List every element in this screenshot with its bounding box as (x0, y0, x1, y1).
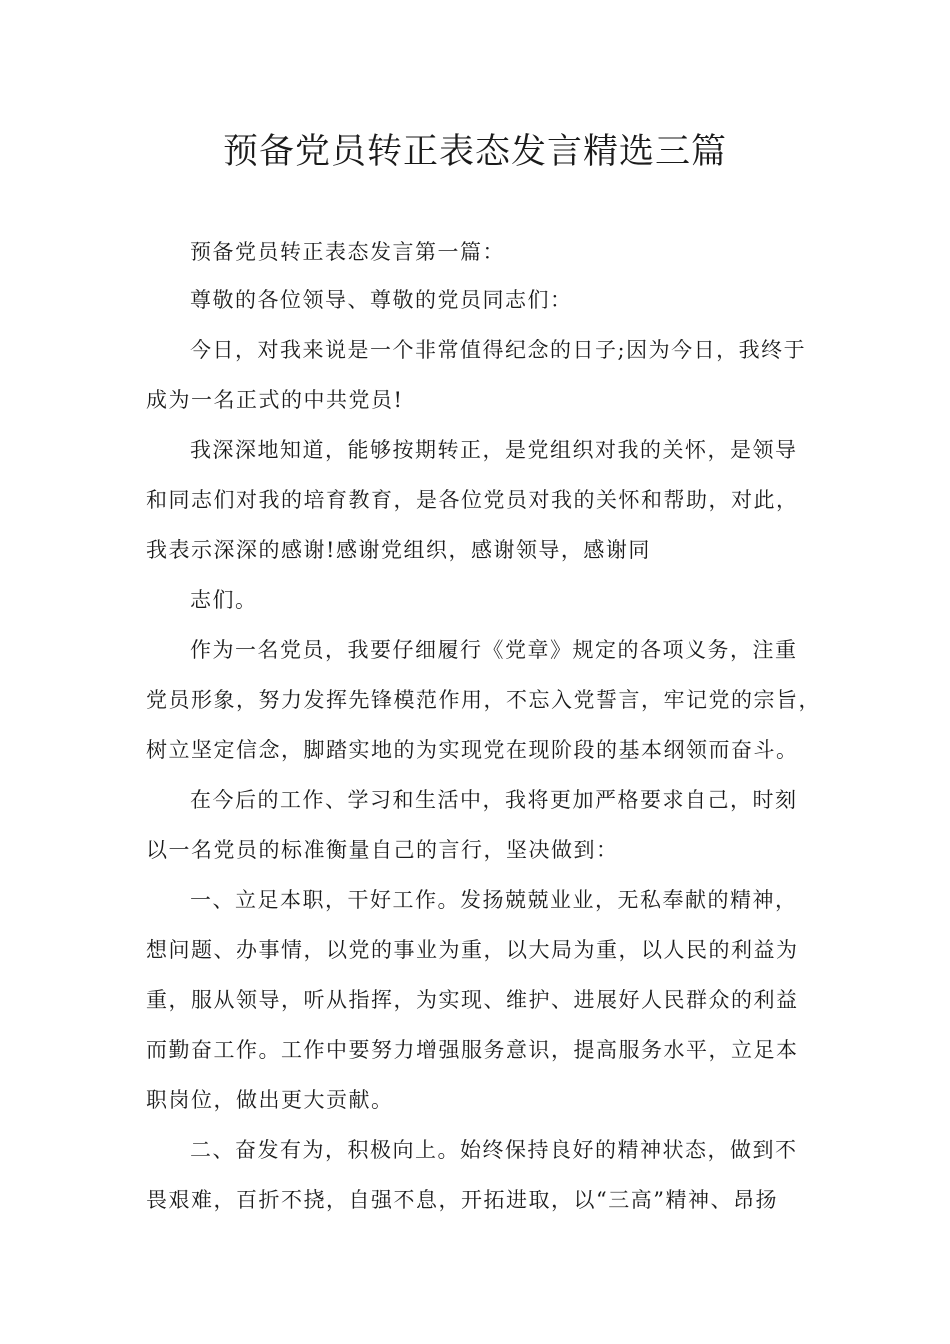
document-title: 预备党员转正表态发言精选三篇 (222, 132, 727, 172)
paragraph-line: 树立坚定信念，脚踏实地的为实现党在现阶段的基本纲领而奋斗。 (146, 738, 799, 762)
paragraph-line: 今日，对我来说是一个非常值得纪念的日子;因为今日，我终于 (190, 338, 807, 362)
paragraph-line: 重，服从领导，听从指挥，为实现、维护、进展好人民群众的利益 (146, 988, 799, 1012)
paragraph-line: 而勤奋工作。工作中要努力增强服务意识，提高服务水平，立足本 (146, 1038, 799, 1062)
paragraph-line: 职岗位，做出更大贡献。 (146, 1088, 394, 1112)
paragraph-line: 在今后的工作、学习和生活中，我将更加严格要求自己，时刻 (190, 788, 798, 812)
paragraph-line: 和同志们对我的培育教育，是各位党员对我的关怀和帮助，对此， (146, 488, 799, 512)
paragraph-line: 以一名党员的标准衡量自己的言行，坚决做到： (146, 838, 619, 862)
paragraph-line: 党员形象，努力发挥先锋模范作用，不忘入党誓言，牢记党的宗旨， (146, 688, 821, 712)
paragraph-line: 畏艰难，百折不挠，自强不息，开拓进取，以“三高”精神、昂扬 (146, 1188, 778, 1212)
paragraph-line: 我表示深深的感谢!感谢党组织，感谢领导，感谢同 (146, 538, 651, 562)
paragraph-line: 成为一名正式的中共党员! (146, 388, 404, 412)
section-heading: 预备党员转正表态发言第一篇： (190, 240, 505, 264)
paragraph-line: 想问题、办事情，以党的事业为重，以大局为重，以人民的利益为 (146, 938, 799, 962)
paragraph-line: 志们。 (190, 588, 258, 612)
paragraph-line: 我深深地知道，能够按期转正，是党组织对我的关怀，是领导 (190, 438, 798, 462)
paragraph-line: 一、立足本职，干好工作。发扬兢兢业业，无私奉献的精神， (190, 888, 798, 912)
salutation: 尊敬的各位领导、尊敬的党员同志们： (190, 288, 573, 312)
paragraph-line: 二、奋发有为，积极向上。始终保持良好的精神状态，做到不 (190, 1138, 798, 1162)
paragraph-line: 作为一名党员，我要仔细履行《党章》规定的各项义务，注重 (190, 638, 798, 662)
